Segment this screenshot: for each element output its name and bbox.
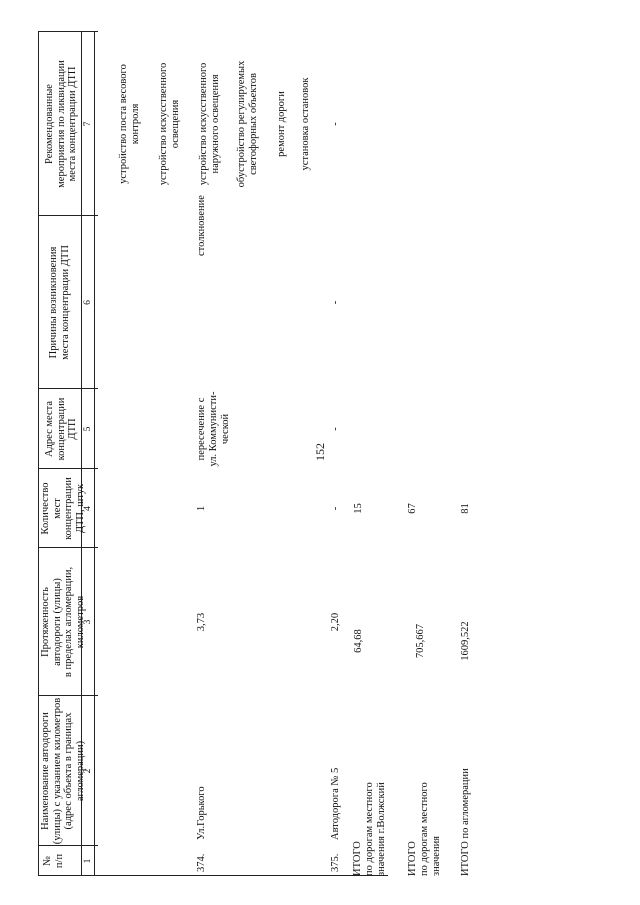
total-2-label: ИТОГО по дорогам местного значения [407, 782, 442, 876]
measure-4: обустройство регулируемых светофорных объектов [236, 60, 259, 188]
header-col-6: Причины возникновения места концентрации ДТП [48, 245, 71, 360]
total-1-label: ИТОГО по дорогам местного значения г.Волжский [352, 782, 387, 876]
measure-5: ремонт дороги [276, 91, 287, 157]
row-374-cause: столкновение [196, 195, 207, 256]
row-375-count: - [330, 506, 341, 511]
rotated-table [38, 31, 388, 876]
row-375-name: Автодорога № 5 [330, 767, 341, 840]
header-col-4: Количество мест концентрации ДТП, штук [40, 477, 86, 540]
measure-2: устройство искусственного освещения [158, 62, 181, 186]
total-3-label: ИТОГО по агломерации [460, 768, 471, 876]
row-374-name: Ул.Горького [196, 786, 207, 840]
measure-6: установка остановок [300, 77, 311, 171]
table-top-border [38, 31, 39, 876]
row-375-number: 375. [330, 853, 341, 872]
row-374-count: 1 [196, 505, 207, 512]
measure-3: устройство искусственного наружного освещения [198, 62, 221, 186]
col-number-4: 4 [83, 506, 93, 511]
total-3-length: 1609,522 [460, 621, 471, 661]
total-1-length: 64,68 [353, 629, 364, 653]
total-2-length: 705,667 [415, 623, 426, 659]
col-number-3: 3 [83, 619, 93, 625]
total-1-count: 15 [353, 503, 364, 514]
col-number-6: 6 [83, 300, 93, 305]
number-row-separator [94, 31, 95, 876]
col-number-1: 1 [83, 858, 93, 864]
row-374-address: пересечение с ул. Коммунисти- ческой [196, 391, 231, 467]
row-374-number: 374. [196, 853, 207, 872]
header-col-2: Наименование автодороги (улицы) с указанием километров (адрес объекта в границах агломерации) [40, 697, 86, 845]
total-2-count: 67 [407, 503, 418, 514]
row-374-length: 3,73 [196, 612, 207, 632]
header-col-5: Адрес места концентрации ДТП [44, 397, 78, 461]
row-375-measures: - [330, 122, 341, 126]
row-375-length: 2,20 [330, 612, 341, 632]
row-375-cause: - [330, 300, 341, 305]
measure-1: устройство поста весового контроля [118, 64, 141, 184]
header-col-3: Протяженность автодороги (улицы) в пределах агломерации, километров [40, 566, 86, 678]
page-number: 152 [313, 443, 327, 461]
col-number-7: 7 [83, 121, 93, 127]
row-375-address: - [330, 427, 341, 431]
col-number-2: 2 [83, 768, 93, 774]
header-col-1: № п/п [42, 853, 65, 869]
header-col-7: Рекомендованные мероприятия по ликвидации места концентрации ДТП [44, 60, 78, 188]
col-number-5: 5 [83, 426, 93, 432]
total-3-count: 81 [460, 503, 471, 514]
